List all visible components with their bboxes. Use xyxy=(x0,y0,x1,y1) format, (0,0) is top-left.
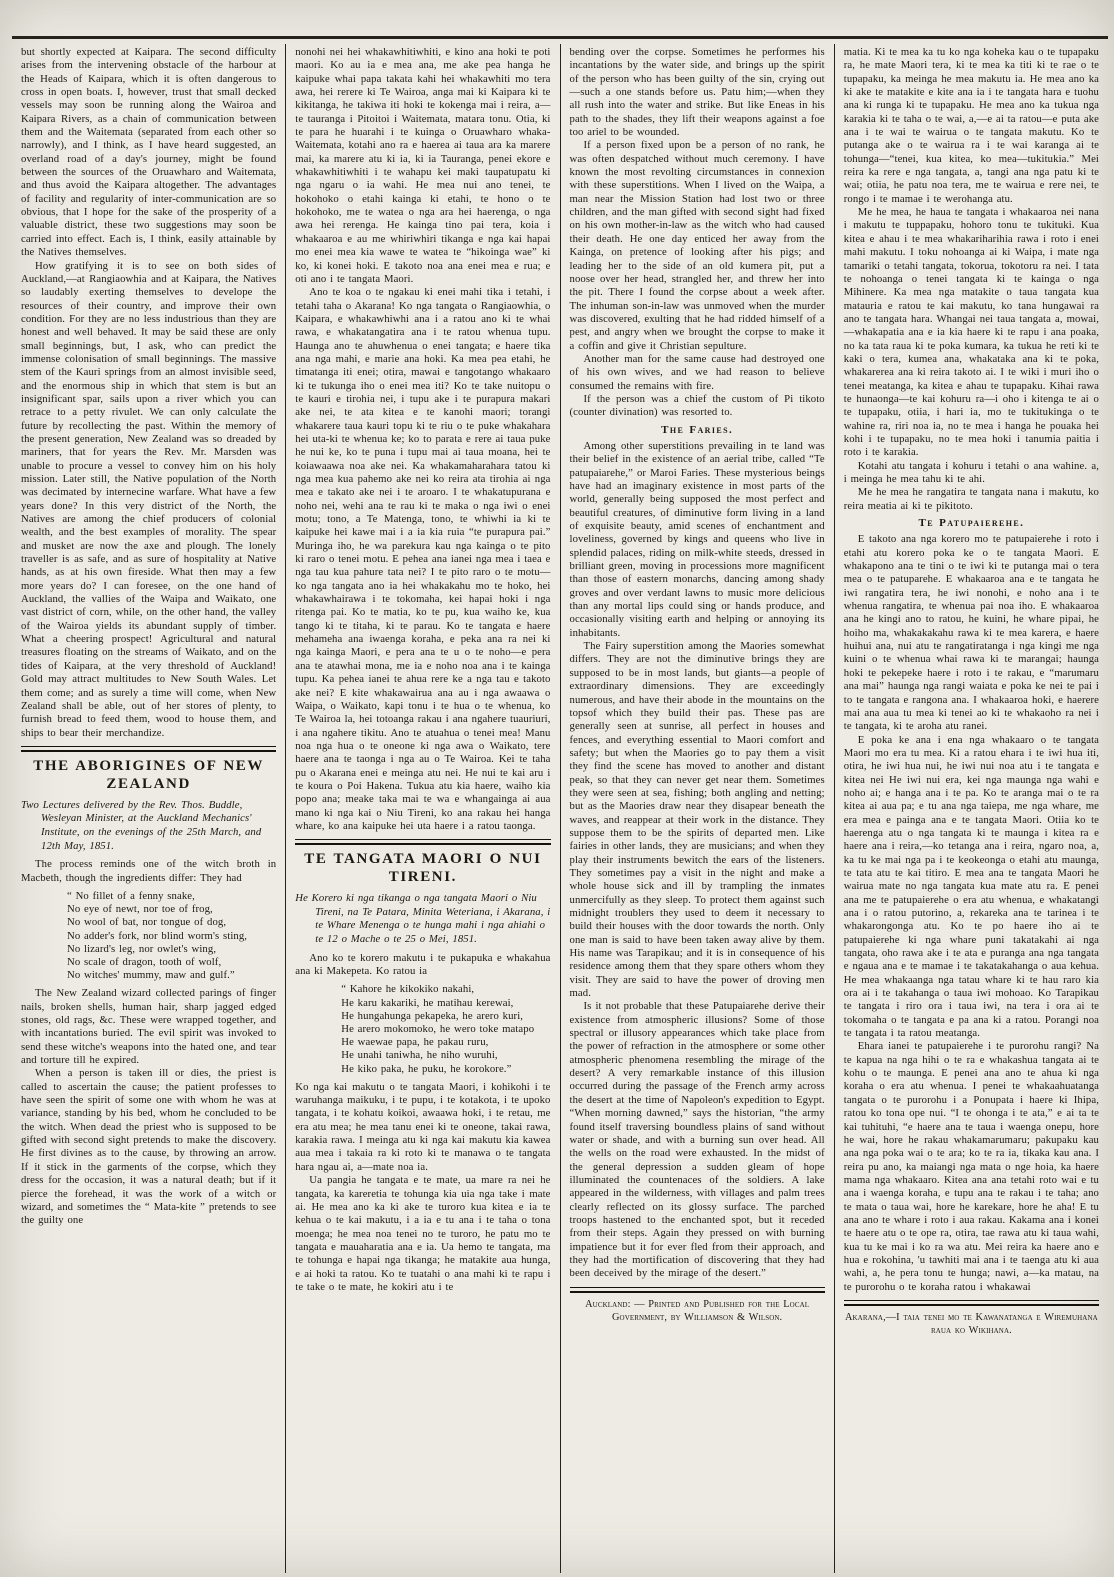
body-paragraph: How gratifying it is to see on both sides of Auckland,—at Rangiaowhia and at Kaipara, the Natives so laudably exerting themselves to develope the resources of their country, and improve their own condition. For they are no less industrious than they are honest and well behaved. It may be said these are only small beginnings, but, I ask, who can predict the immense colonisation of small beginnings. The massive stem of the Kauri springs from an almost invisible seed, and the enormous ship in which that stem is but an insignificant spar, sails upon a river which you can retrace to a petty rivulet. We can only calculate the future by recollecting the past. Within the memory of the present generation, New Zealand was so dreaded by mariners, that for years the Rev. Mr. Marsden was unable to procure a vessel to convey him on his holy mission. Later still, the Native population of the North was decimated by internecine warfare. What have a few years done? In this very district of the North, the Natives are among the chief producers of colonial wealth, and the best examples of morality. The spear and musket are now the axe and plough. The lonely traveller is as safe, and as sure of hospitality at Native hands, as at his own fireside. What then may a few more years do? I can foresee, on the one hand of Auckland, the vallies of the Waipa and Waikato, one vast district of corn, while, on the other hand, the valley of the Wairoa yields its abundant supply of timber. What a cheering prospect! Agricultural and natural treasures floating on the streams of Waikato, and on the tides of Kaipara, at the very threshold of Auckland! Gold may attract multitudes to New South Wales. Let them come; and as surely a time will come, when New Zealand shall be able, out of her stores of plenty, to furnish bread to feed them, wood to house them, and ships to bear their merchandize. xyxy=(21,259,277,739)
article-heading: TE TANGATA MAORI O NUI TIRENI. xyxy=(304,851,542,886)
verse-line: “ No fillet of a fenny snake, xyxy=(67,889,195,902)
column-2 xyxy=(285,44,559,1573)
body-paragraph: matia. Ki te mea ka tu ko nga koheka kau o te tupapaku ra, he mate Maori tera, ki te mea ka titi ki te rae o te tupapaku, ka meinga he mea makutu ia. He mea ano ka ki ake te matakite e kite ana ia i te tangata hara e tuohu ana ki runga ki te tupapaku. He mea ano ka tukua nga karakia ki te taha o te wai, a,—e ai ta ratou—e puta ake ana i te wai te wairua o te tangata makutu. Ko te putanga ake o te wairua ra i te wai karanga ai te tohunga—“tenei, kua kitea, ko mea—tukitukia.” Mei reira ka rere e nga tangata, a, tangi ana nga patu ki te wai; otiia, he patu noa tera, me te wairua e rere nei, te rongo i te mamae i te werohanga atu. xyxy=(843,46,1099,205)
lecture-byline: He Korero ki nga tikanga o nga tangata Maori o Niu Tireni, na Te Patara, Minita Weteriana, i Akarana, i te Whare Menenga o te hunga mahi i nga ahiahi o te 12 o Mache o te 25 o Mei, 1851. xyxy=(295,892,551,946)
body-paragraph: Me he mea he rangatira te tangata nana i makutu, ko reira meatia ai ki te pikitoto. xyxy=(843,486,1099,512)
body-paragraph: nonohi nei hei whakawhitiwhiti, e kino ana hoki te poti maori. Ko au ia e mea ana, me ake pea hanga he kaipuke whai papa takata kahi hei whakawhiti mo tera awa, hei rerere ki Te Wairoa, anga mai ki Kaipara ki te kikitanga, he takiwa iti hoki te kokenga mai i reira, a—te tauranga i Pitoitoi i Waitemata, matara tonu. Otia, ki te para he huarahi i te kuinga o Oruawharo whaka-Waitemata, kotahi ano ra e haerea ai taua ara ka marere mai, ka marere atu ki ia, ki ia Tauranga, penei ekore e whakawhitiwhiti i te wahapu kei maki taupatupatu ki nga ngaru o ia wahi. He mea nui ano tenei, te hokohoko o etahi kainga ki etahi, te hono o te hokohoko, me te watea o nga ara hei haerenga, o nga awa hei rerenga. He kainga tino pai tera, koia i whakaaroa e au me whiriwhiri tikanga e nga kai hapai mo enei mea kia wawe te watea te “hikoinga wae” ki ko, ki konei hoki. E takoto noa ana enei mea e rua; e oti ano i te tangata Maori. xyxy=(295,46,551,285)
section-subheading: The Faries. xyxy=(661,423,734,436)
page-top-rule xyxy=(12,36,1108,39)
lecture-byline: Two Lectures delivered by the Rev. Thos. Buddle, Wesleyan Minister, at the Auckland Mechanics' Institute, on the evenings of the 25th March, and 12th May, 1851. xyxy=(21,798,262,852)
column-4 xyxy=(834,44,1108,1573)
verse-line: “ Kahore he kikokiko nakahi, xyxy=(341,983,475,996)
body-paragraph: bending over the corpse. Sometimes he performes his incantations by the water side, and brings up the spirit of the person who has been guilty of the sin, crying out—such a one stands before us. Patu him;—when they all rush into the water and strike. But like Eneas in his path to the shades, they lift their weapons against a foe too ariel to be wounded. xyxy=(569,46,825,139)
verse-line: No wool of bat, nor tongue of dog, xyxy=(67,916,227,929)
body-paragraph: Kotahi atu tangata i kohuru i tetahi o ana wahine. a, i meinga he mea tahu ki te ahi. xyxy=(843,459,1099,485)
section-divider-rule xyxy=(295,839,550,845)
body-paragraph: Ua pangia he tangata e te mate, ua mare ra nei he tangata, ka kareretia te tohunga kia uia nga take i mate ai. He mea ano ka ki ake te turoro kua kitea e ia te kehua o te kai makutu, i a ia e tu ana i te taha o tona moenga; he mea noa tenei no te turoro, he patu mo te tangata e mauaharatia ana e ia. Ua hemo te tangata, ma te tohunga e hapai nga tikanga; he matakite aua hunga, e ai hoki ta ratou. Ko te tuatahi o ana mahi ki te rapu i te take o te mate, he kokiri atu i te xyxy=(295,1174,551,1293)
printer-imprint: Auckland: — Printed and Published for the Local Government, by Williamson & Wilson. xyxy=(585,1298,810,1324)
body-paragraph: Me he mea, he haua te tangata i whakaaroa nei nana i makutu te tuppapaku, hohoro tonu te tukituki. Kua kitea e ahau i te mea whakariharihia rawa i roto i enei mahi makutu. I toku nohoanga ai ki Waipa, i mate nga tamariki o tetahi tangata, tokorua, tokotoru ra nei. I tata te nohoanga o tenei tangata ki te kainga o nga Mihinere. Ka mea nga matakite o taua tangata kua matauria e ratou te kai makutu, ko tana hungawai ra ano te tangata hara. Whangai nei taua tangata a, mowai,—whakapatia ana e ia kia haere ki te rapu i ana poaka, no ka tata raua ki te poka kumara, ka tukua he reti ki te kaki o tera, kumea ana, whakataka ana ki te poka, whakarerea ana ki reira takoto ai. I te wiki i muri iho o tenei meatanga, ka kitea e ahau te tupapaku. Kihai rawa te hunaonga—te kai kohuru ra—i oho i kitenga te ai o te tupapaku, otiia, i hari ia, mo te tukitukinga o te wahine ra, riri noa ia, no te mea i hanga he pouaka hei kohi i te tupapaku, no te mea hoki i tanumia paitia i roto i te karakia. xyxy=(843,206,1099,459)
section-divider-rule xyxy=(844,1300,1099,1306)
body-paragraph: The Fairy superstition among the Maories somewhat differs. They are not the diminutive brings they are supposed to be in most lands, but giants—a people of extraordinary dimensions. They are exceedingly numerous, and have their abode in the mountains on the topsof which they build their pas. These pas are generally seen at sunrise, all perfect in houses and fences, and everything essential to Maori comfort and safety; but when the Maories go to pay them a visit they find the scene has moved to another and distant peak, so that they can never get near them. Sometimes they were seen at sea, fishing; both angling and netting; but as the Maories draw near they disapear beneath the waves, and reappear at their work in the distance. They suppose them to be the spirits of departed men. Like fairies in other lands, they are musicians; and when they play their instruments bewitch the ears of the listeners. They sometimes pay a visit in the night and make a whole house sick and ill by trampling the inmates unmercifully as they sleep. To protect them against such midnight troublers they used to deem it necessary to build their houses with the door towards the north. Only one man is said to have been taken away alive by them. His name was Tarapikau; and it is in consequence of his residence among them that they spare others whom they visit. They are said to have the power of droving men mad. xyxy=(569,640,825,1000)
verse-line: No adder's fork, nor blind worm's sting, xyxy=(67,929,248,942)
column-1 xyxy=(12,44,285,1573)
verse-block xyxy=(341,983,550,1075)
body-paragraph: The New Zealand wizard collected parings of finger nails, broken shells, human hair, sharp jagged edged stones, old rags, &c. These were wrapped together, and with incantations buried. The evil spirit was invoked to send these witche's weapons into the hated one, and tear and torture till he expired. xyxy=(21,987,277,1067)
body-paragraph: The process reminds one of the witch broth in Macbeth, though the ingredients differ: They had xyxy=(21,858,277,884)
body-paragraph: Another man for the same cause had destroyed one of his own wives, and we had reason to believe consumed the remains with fire. xyxy=(569,352,825,392)
body-paragraph: Ano ko te korero makutu i te pukapuka e whakahua ana ki Makepeta. Ko ratou ia xyxy=(295,951,551,977)
verse-line: He karu kakariki, he matihau kerewai, xyxy=(341,996,514,1009)
body-paragraph: If a person fixed upon be a person of no rank, he was often despatched without much ceremony. I have known the most revolting circumstances in connexion with these superstitions. When I lived on the Waipa, a man near the Mission Station had lost two or three children, and the man gifted with second sight had fixed on his own mother-in-law as the witch who had caused their death. He one day enticed her away from the Kainga, on pretence of looking after his pigs; and leading her to the side of an old kumera pit, put a noose over her head, strangled her, and threw her into the pit. There I found the corpse about a week after. The inhuman son-in-law was unmoved when the murder was discovered, exulting that he had ridded himself of a pest, and angry when we brought the corpse to make it a coffin and give it Christian sepulture. xyxy=(569,139,825,352)
verse-line: He waewae papa, he pakau ruru, xyxy=(341,1036,489,1049)
body-paragraph: E takoto ana nga korero mo te patupaierehe i roto i etahi atu korero poka ke o te tangata Maori. E whakapono ana te tini o te iwi ki te putanga mai o tera mea o te patuparehe. E whakaaroa ana e te tangata he iwi rangatira tera, he iwi nonohi, e noho ana i te whenua rangatira, te whenua pai noa iho. E whakaaroa ana he kingi ano to ratou, he kuini, he whare pipai, he hoiho ma, whakakakahu rawa ki te mea karera, e haere huihui ana, nui atu te rangatiratanga i nga kingi me nga kuini o te whenua whai rawa ki te marangai; haunga hoki te pekepeke haere i roto i te rakau, e “marumaru ana mai” haunga nga rangi waiata e poka ke nei te pai i to te tangata e rangona ana. I whakaaroa hoki, e haerere mai ana aua tu mea ki tenei ao ki te whakaoho ra nei i te tangata, ki te aroha atu ranei. xyxy=(843,533,1099,733)
verse-line: He kiko paka, he puku, he korokore.” xyxy=(341,1062,512,1075)
section-divider-rule xyxy=(570,1287,825,1293)
body-paragraph: Ko nga kai makutu o te tangata Maori, i kohikohi i te waruhanga maikuku, i te pupu, i te kotakota, i te upoko tangata, i te kohatu koikoi, awaawa hoki, i te retau, me era atu mea; he mea tanu enei ki te oneone, takai rawa, karakia rawa. I meinga atu ki nga kai makutu kia kawea aua mea i takaia ra ki roto ki te manawa o te tangata hara ngau ai, a—mate noa ia. xyxy=(295,1080,551,1173)
body-paragraph: When a person is taken ill or dies, the priest is called to ascertain the cause; the patient professes to have seen the spirit of some one with whom he was at variance, standing by his bed, whom he concluded to be the witch. When dead the priest who is supposed to be gifted with second sight pretends to make the discovery. He first divines as to the cause, by throwing an arrow. If it stick in the garments of the corpse, which they dress for the occasion, it was a natural death; but if it pierce the forehead, it was the work of a witch or wizard, and sometimes the “ Mata-kite ” pretends to see the guilty one xyxy=(21,1067,277,1227)
verse-line: He unahi taniwha, he niho wuruhi, xyxy=(341,1049,498,1062)
printer-imprint: Akarana,—I taia tenei mo te Kawanatanga e Wiremuhana raua ko Wikihana. xyxy=(844,1311,1098,1337)
verse-line: No lizard's leg, nor owlet's wing, xyxy=(67,942,217,955)
section-subheading: Te Patupaierehe. xyxy=(918,517,1025,530)
verse-line: No witches' mummy, maw and gulf.” xyxy=(67,969,235,982)
column-3 xyxy=(560,44,834,1573)
body-paragraph: Among other superstitions prevailing in te land was their belief in the existence of an aerial tribe, called “Te patupaiarehe,” or Maroi Faries. These mysterious beings have had an imaginary existence in most parts of the world, generally being supposed the most perfect and beautiful creatures, of diminutive form living in a land of exquisite beauty, amid scenes of enchantment and loveliness, governed by kings and queens who live in splendid palaces, riding on milk-white steeds, dressed in brilliant green, moving in processions more magnificent than those of eastern monarchs, dancing among shady groves and over verdant lawns to music more delicious than any mortal lips could sing or hands produce, and occasionally visiting earth and helping or annoying its inhabitants. xyxy=(569,439,825,639)
verse-line: He arero mokomoko, he wero toke matapo xyxy=(341,1022,535,1035)
verse-line: He hungahunga pekapeka, he arero kuri, xyxy=(341,1009,524,1022)
article-heading: THE ABORIGINES OF NEW ZEALAND xyxy=(33,757,264,792)
column-container xyxy=(12,44,1108,1573)
section-divider-rule xyxy=(21,746,276,752)
verse-block xyxy=(67,890,276,982)
body-paragraph: If the person was a chief the custom of Pi tikoto (counter divination) was resorted to. xyxy=(569,392,825,419)
body-paragraph: E poka ke ana i ena nga whakaaro o te tangata Maori mo era tu mea. Ki a ratou ehara i te iwi hua iti, otira, he iwi hua nui, he iwi nui noa atu i te tangata e kitea nei He iwi nui era, kei nga maunga nga wahi e noho ai; e hanga ana i te pa. Ko te aranga mai o te ra kitea ai aua pa; e tu ana nga taiepa, me nga whare, me era mea e painga ana e te tangata Maori. Otiia ko te haerenga atu o nga tangata ki te maunga i kitea ra e haere ana i reira,—ko tetanga ana i reira, ngaro noa, a, ka tu ke mai nga pa i te keokeonga o etahi atu maunga, te tata atu te kai titiro. E mea ana te tangata Maori he wairua mate no nga tangata kua mate atu ra. E penei ana me te patupaierehe o era atu whenua, e whakatangi ana i o ratou putorino, a, rekareka ana te tarinea i te whakarongonga atu. Ko te po haere iho ai te patupaierehe ki nga whare puni takatakahi ai nga tangata, oho rawa ake i te ata e puranga ana nga tangata e ngaua ana e te mamae i te takatakahanga o aua kehua. He mea whakaanga nga tatau whare ki te hau raro kia ora ai i te takahanga o taua iwi mohoao. Ko Tarapikau te tangata i riro ora i taua iwi, na tera i ora ai te tokomaha o te tangata e pa ana ki a ratou. Porangi noa te tangata i ta ratou meatanga. xyxy=(843,733,1099,1040)
body-paragraph: but shortly expected at Kaipara. The second difficulty arises from the intervening obstacle of the harbour at the Heads of Kaipara, which it is often dangerous to cross in open boats. I, however, trust that small decked vessels may soon be running along the Wairoa and Kaipara Rivers, as a chain of communication between them and the Waitemata (separated from each other so narrowly), and I think, as I have heard suggested, an overland road of a day's journey, might be found between the sources of the Oruawharo and Waitemata, and thus avoid the Kaipara altogether. The advantages of facility and regularity of inter-communication are so obvious, that I hope for the sake of the prosperity of a valuable district, these two suggestions may soon be carried into effect. Each is, I think, easily attainable by the Natives themselves. xyxy=(21,46,277,259)
body-paragraph: Is it not probable that these Patupaiarehe derive their existence from atmospheric illusions? Some of those spectral or illusory appearances which take place from the power of refraction in the atmosphere or some other atmospheric phenomena resembling the mirage of the desert? A very remarkable instance of this illusion occurred during the passage of the French army across the desert at the time of Napoleon's expedition to Egypt. “When morning dawned,” says the historian, “the army found itself traversing boundless plains of sand without water or shade, and with a burning sun over head. All the wells on the road were exhausted. In the midst of the general depression a sudden gleam of hope illuminated the countenaces of the soldiers. A lake appeared in the wilderness, with villages and palm trees clearly reflected on its glossy surface. The parched troops hastened to the enchanted spot, but it receded from their steps. Again they pressed on with burning impatience but it for ever fled from their approach, and they had the mortification of discovering that they had been deceived by the mirage of the desert.” xyxy=(569,1000,825,1280)
verse-line: No scale of dragon, tooth of wolf, xyxy=(67,955,222,968)
body-paragraph: Ano te koa o te ngakau ki enei mahi tika i tetahi, i tetahi taha o Akarana! Ko nga tangata o Rangiaowhia, o Kaipara, e whakawhiwhi ana i a ratou ano ki te whai rawa, e whakatangatira ana i te ratou whenua tupu. Haunga ano te ahuwhenua o enei tangata; e haere tika ana nga mahi, e marie ana hoki. Ka mea pea etahi, he timatanga iti enei; otira, mawai e tangotango whakaaro ki te tukunga iho o enei mea iti? Ko te take nuitopu o te kauri e tirohia nei, i tupu ake i te purapura makari ake nei, te ata kitea e te kanohi maori; torangi whakarere taua kauri topu ki te riu o te puke whakahara hei uta-ki te whenua ke; ko to parata e rere ai taua puke he nui ke, ko te puna i tupu mai ai taua moana, hei te koiawaawa noa ake nei. Ka whakamaharahara tatou ki nga mea kua pahemo ake nei ko reira ata tirohia ai nga mea e takato ake nei i te aroaro. I te whakatupurana e noho nei, wehi ana te rau ki te maka o nga iwi o enei motu; tono, a Te Matenga, tono, te whiwhi ia ki te kaipuke hei kawe mai i a ia kia ruia “te purapura pai.” Muringa iho, he wa parekura kau nga kainga o te pito ki raro o tenei motu. E pehea ana ianei nga mea i taea e nga tau kua pahure tata nei? I te pito raro o te motu—ko nga tangata ano ia hei whakakahu mo te hoko, hei whakawhairawa i te tokomaha, kei hapai hoki i nga ritenga pai. Ko te matia, ko te pu, kua waiho ke, kua tango ki te titaha, ki te parau. Ko te tangata e haere mehameha ana iwaenga koraha, e peka ana ra nei ki nga kainga Maori, e pera ana te u o te noho—e pera ana te atawhai mona, me ia e noho noa ana i te kainga tupu. Ka pehea ianei te ahua rere ke a nga tau e takoto ake nei? E kite whakawairua ana au i nga awaawa o Waipa, o Waikato, kapi tonu i te hua o te whenua, ko Te Wairoa la, hei totoanga rakau i ana ngahere tuauriuri, i ana ngahere tikitu. Ano te atuahua o tenei mea! Manu noa nga hua o te oneone ki nga awa o Waikato, tere haere ana te taonga i nga au o Te Wairoa. Kei te taha pu o Akarana enei e meinga atu nei. He nui te kai aru i te koura o Poi Hakena. Tukua atu kia haere, waiho kia popo ana; meake taka mai te wa e whangainga ai aua mano ki nga kai o Niu Tireni, ko ana rakau hei hanga whare, ko ana kaipuke hei uta haere i a ratou taonga. xyxy=(295,286,551,832)
body-paragraph: Ehara ianei te patupaierehe i te purorohu rangi? Na te kapua na nga hihi o te ra e whakashua tangata ai te kohu o te maunga. E penei ana ano te ahua ki nga koraha o era atu whenua. I penei te whakaahuatanga tangata o te purorohu i a Ponupata i haere ki Ihipa, ratou ko tona ope nui. “I te ohonga i te ata,” e ai ta te kai tuhituhi, “e haere ana te taua i waenga onepu, hore he wai, hore he rakau whakamarumaru; pakupaku kau ana nga poka wai o te ara; ko te ra ia, tikaka kau ana. I reira pu ano, ka maiangi nga mata o nge hoia, ka haere mama nga whakaaro. Kitea ana ana tetahi roto wai e tu ana i waenga koraha, e tupu ana te rakau i te taha; ano te mata o taua wai, hore he karekare, hore he aha! E tu ana ano te whare i roto i aua rakau. Kakama ana i konei te haere atu o te ope ra, otira, tae rawa atu ki taua wahi, kua tu ke mai i ko ra wa atu. Mei reira ka haere ano e hua e rokohina, 'u tawhiti mai ana i te taenga atu ki aua wahi, a, he pera tonu te hunga; nawi, a—ka matau, na te purorohu o te koraha ratou i whakawai xyxy=(843,1040,1099,1293)
verse-line: No eye of newt, nor toe of frog, xyxy=(67,903,213,916)
